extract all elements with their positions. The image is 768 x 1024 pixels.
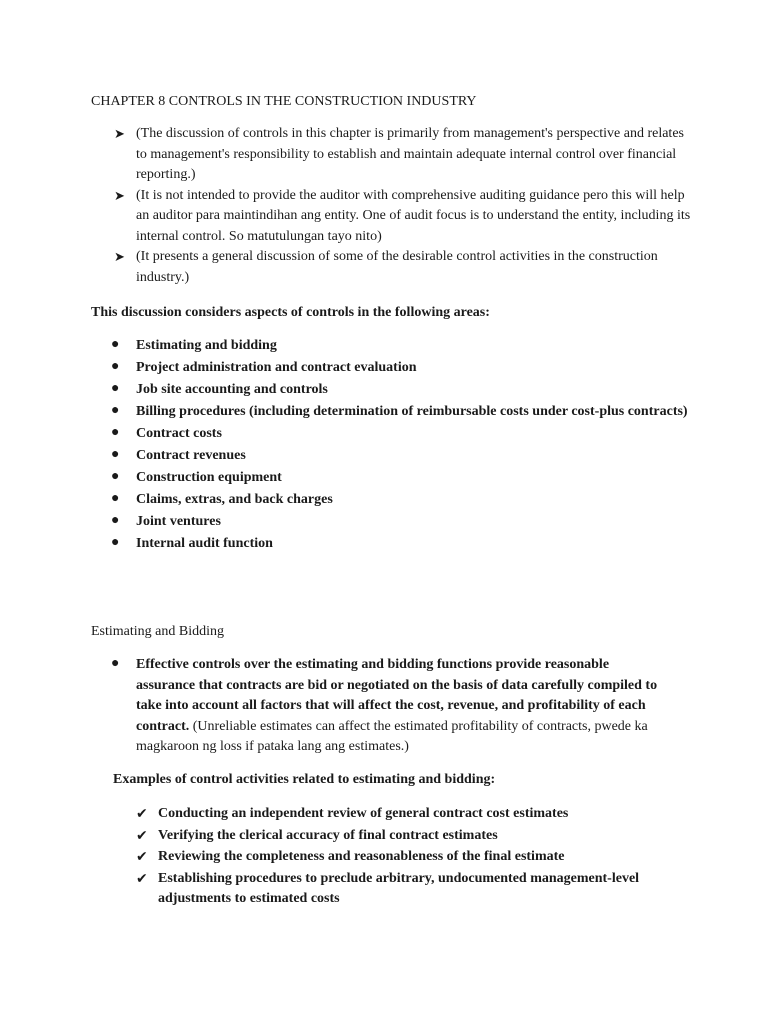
list-item: ✔ Establishing procedures to preclude arbitrary, undocumented management-level adjustments to estimated costs xyxy=(136,870,640,906)
note-text: (It presents a general discussion of some of the desirable control activities in the construction industry.) xyxy=(136,249,658,285)
checkmark-icon: ✔ xyxy=(136,806,148,822)
point-bold-text: Effective controls over the estimating and bidding functions provide reasonable assurance that contracts are bid or negotiated on the basis of data carefully compiled to take into account all factors that will affect the cost, revenue, and profitability of each contract. xyxy=(136,657,658,734)
note-item xyxy=(91,124,691,186)
bullet-icon: ● xyxy=(111,535,120,550)
bullet-icon: ● xyxy=(111,447,120,462)
list-item: ● Job site accounting and controls xyxy=(91,380,691,401)
bullet-icon: ● xyxy=(111,403,120,418)
chapter-title: CHAPTER 8 CONTROLS IN THE CONSTRUCTION INDUSTRY xyxy=(91,94,477,109)
note-item xyxy=(91,247,691,288)
bullet-icon: ● xyxy=(111,513,120,528)
examples-list xyxy=(113,804,693,911)
list-item: ● Contract costs xyxy=(91,424,691,445)
examples-heading: Examples of control activities related to estimating and bidding: xyxy=(113,772,496,787)
list-item: ● Billing procedures (including determination of reimbursable costs under cost-plus contracts) xyxy=(91,402,691,423)
bullet-icon: ● xyxy=(111,656,120,671)
bullet-icon: ● xyxy=(111,425,120,440)
list-item: ✔ Conducting an independent review of general contract cost estimates xyxy=(113,804,693,825)
arrow-bullet-icon: ➤ xyxy=(114,187,125,203)
checkmark-icon: ✔ xyxy=(136,849,148,865)
control-areas-list xyxy=(91,336,691,556)
arrow-bullet-icon: ➤ xyxy=(114,249,125,264)
section-points-list xyxy=(91,655,671,758)
note-item xyxy=(91,186,691,248)
bullet-icon: ● xyxy=(111,491,120,506)
list-item: ● Contract revenues xyxy=(91,446,691,467)
note-text: (The discussion of controls in this chapter is primarily from management's perspective and relates to management's responsibility to establish and maintain adequate internal control over financial reporting.) xyxy=(136,126,684,182)
list-item: ✔ Verifying the clerical accuracy of final contract estimates xyxy=(113,826,693,847)
arrow-bullet-icon: ➤ xyxy=(114,126,125,141)
list-item: ● Construction equipment xyxy=(91,468,691,489)
list-item: ✔ Reviewing the completeness and reasonableness of the final estimate xyxy=(113,847,693,868)
note-text: (It is not intended to provide the auditor with comprehensive auditing guidance pero this will help an auditor para maintindihan ang entity. One of audit focus is to understand the entity, including its internal control. So matutulungan tayo nito) xyxy=(136,187,691,244)
bullet-icon: ● xyxy=(111,469,120,484)
list-item xyxy=(91,655,671,758)
bullet-icon: ● xyxy=(111,359,120,374)
checkmark-icon: ✔ xyxy=(136,870,148,887)
list-item: ● Estimating and bidding xyxy=(91,336,691,357)
bullet-icon: ● xyxy=(111,337,120,352)
intro-notes-list xyxy=(91,124,691,288)
point-note-text: (Unreliable estimates can affect the estimated profitability of contracts, pwede ka magkaroon ng loss if pataka lang ang estimates.) xyxy=(136,718,648,754)
list-item: ● Project administration and contract evaluation xyxy=(91,358,691,379)
checkmark-icon: ✔ xyxy=(136,827,148,844)
list-item: ● Internal audit function xyxy=(91,534,691,555)
areas-intro: This discussion considers aspects of controls in the following areas: xyxy=(91,305,490,320)
list-item: ● Joint ventures xyxy=(91,512,691,533)
bullet-icon: ● xyxy=(111,381,120,396)
list-item: ● Claims, extras, and back charges xyxy=(91,490,691,511)
section-heading: Estimating and Bidding xyxy=(91,624,224,639)
